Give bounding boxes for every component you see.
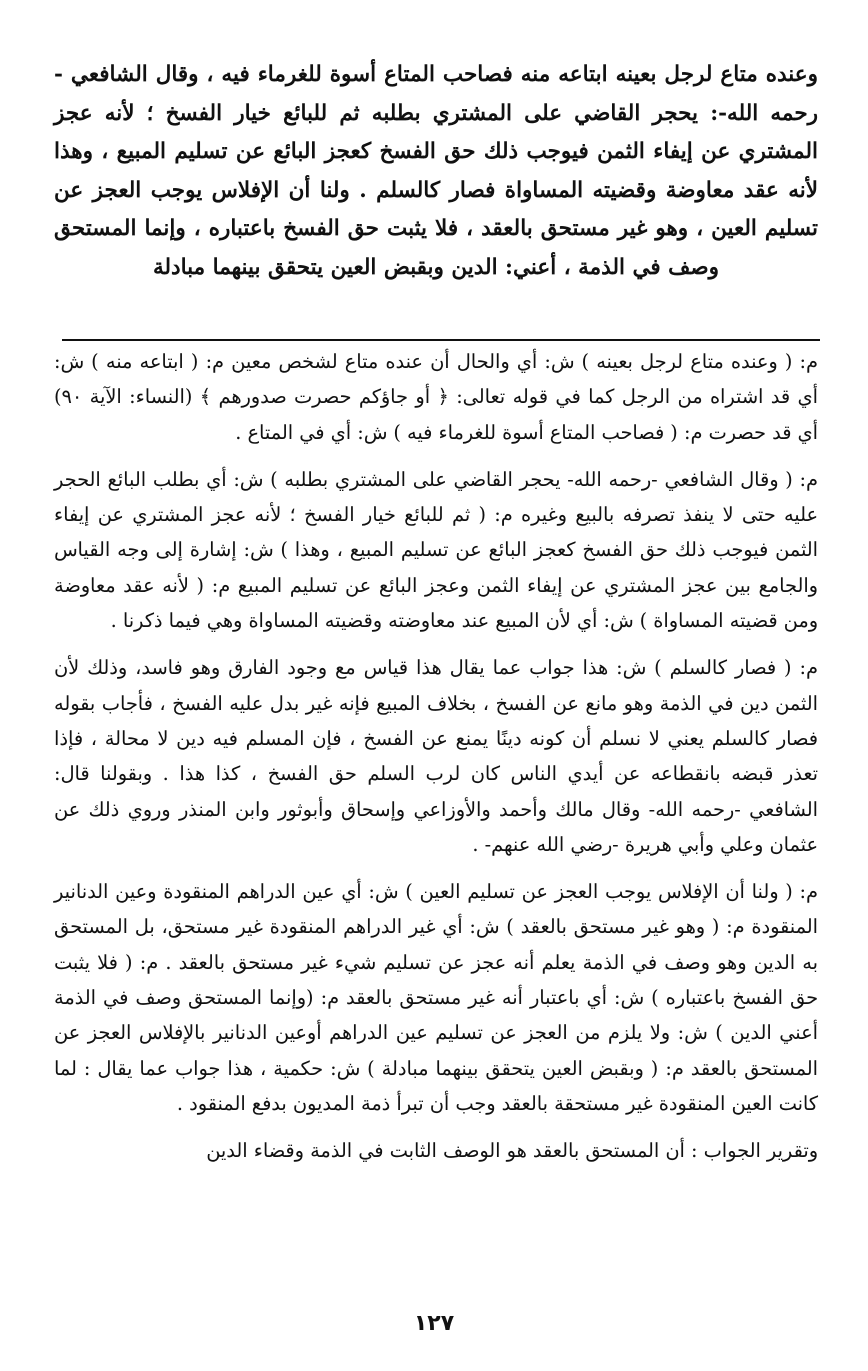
commentary-paragraph-5: وتقرير الجواب : أن المستحق بالعقد هو الوصف الثابت في الذمة وقضاء الدين <box>206 1139 818 1163</box>
commentary-paragraph-4: م: ( ولنا أن الإفلاس يوجب العجز عن تسليم العين ) ش: أي عين الدراهم المنقودة وعين الدنانير المنقودة م: ( وهو غير مستحق بالعقد ) ش: أي غير الدراهم المنقودة غير مستحق، بل المستحق به الدين وهو وصف في الذمة يعلم أنه عجز عن تسليم شيء غير مستحق بالعقد . م: ( فلا يثبت حق الفسخ باعتباره ) ش: أي باعتبار أنه غير مستحق بالعقد م: (وإنما المستحق وصف في الذمة أعني الدين ) ش: ولا يلزم من العجز عن تسليم عين الدراهم أوعين الدنانير بالإفلاس العجز عن المستحق بالعقد م: ( وبقبض العين يتحقق بينهما مبادلة ) ش: حكمية ، هذا جواب عما يقال : لما كانت العين المنقودة غير مستحقة بالعقد وجب أن تبرأ ذمة المديون بدفع المنقود . <box>54 880 818 1115</box>
commentary-paragraph-1: م: ( وعنده متاع لرجل بعينه ) ش: أي والحال أن عنده متاع لشخص معين م: ( ابتاعه منه ) ش: أي قد اشتراه من الرجل كما في قوله تعالى: ﴿ أو جاؤكم حصرت صدورهم ﴾ (النساء: الآية ٩٠) أي قد حصرت م: ( فصاحب المتاع أسوة للغرماء فيه ) ش: أي في المتاع . <box>54 350 818 444</box>
section-divider <box>62 339 820 341</box>
commentary-paragraph-3: م: ( فصار كالسلم ) ش: هذا جواب عما يقال هذا قياس مع وجود الفارق وهو فاسد، وذلك لأن الثمن دين في الذمة وهو مانع عن الفسخ ، بخلاف المبيع فإنه غير بدل عليه الفسخ ، فأجاب بقوله فصار كالسلم يعني لا نسلم أن كونه دينًا يمنع عن الفسخ ، فإن المسلم فيه دين لا محالة ، فإذا تعذر قبضه بانقطاعه عن أيدي الناس كان لرب السلم حق الفسخ ، كذا هذا . وبقولنا قال: الشافعي -رحمه الله- وقال مالك وأحمد والأوزاعي وإسحاق وأبوثور وابن المنذر وروي ذلك عن عثمان وعلي وأبي هريرة -رضي الله عنهم- . <box>54 656 818 856</box>
commentary-paragraph-2: م: ( وقال الشافعي -رحمه الله- يحجر القاضي على المشتري بطلبه ) ش: أي بطلب البائع الحجر عليه حتى لا ينفذ تصرفه بالبيع وغيره م: ( ثم للبائع خيار الفسخ ؛ لأنه عجز المشتري عن إيفاء الثمن فيوجب ذلك حق الفسخ كعجز البائع عن تسليم المبيع ، وهذا ) ش: إشارة إلى وجه القياس والجامع بين عجز المشتري عن إيفاء الثمن وعجز البائع عن تسليم المبيع م: ( لأنه عقد معاوضة ومن قضيته المساواة ) ش: أي لأن المبيع عند معاوضته وقضيته المساواة وهي فيما ذكرنا . <box>54 467 818 633</box>
commentary-block <box>54 344 818 1181</box>
matn-text: وعنده متاع لرجل بعينه ابتاعه منه فصاحب المتاع أسوة للغرماء فيه ، وقال الشافعي - رحمه الله-: يحجر القاضي على المشتري بطلبه ثم للبائع خيار الفسخ ؛ لأنه عجز المشتري عن إيفاء الثمن فيوجب ذلك حق الفسخ كعجز البائع عن تسليم المبيع ، وهذا لأنه عقد معاوضة وقضيته المساواة فصار كالسلم . ولنا أن الإفلاس يوجب العجز عن تسليم العين ، وهو غير مستحق بالعقد ، فلا يثبت حق الفسخ باعتباره ، وإنما المستحق وصف في الذمة ، أعني: الدين وبقبض العين يتحقق بينهما مبادلة <box>54 62 818 280</box>
page-number: ١٢٧ <box>413 1311 455 1336</box>
